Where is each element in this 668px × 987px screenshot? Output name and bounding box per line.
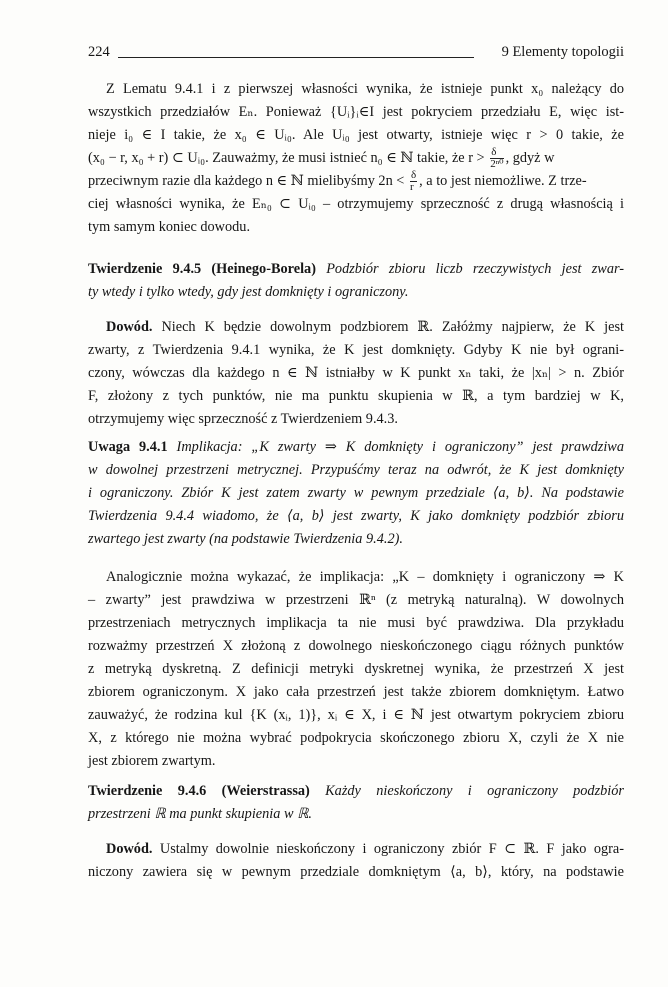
text-segment: przeciwnym razie dla każdego n ∈ ℕ mielibyśmy 2n <	[88, 173, 405, 189]
theorem-weierstrass	[88, 780, 624, 826]
theorem-text: ty wtedy i tylko wtedy, gdy jest domknięty i ograniczony.	[88, 284, 409, 300]
running-header	[88, 44, 624, 64]
text-segment: Niech K będzie dowolnym podzbiorem ℝ. Załóżmy najpierw, że K jest	[152, 319, 624, 335]
header-rule	[118, 57, 474, 58]
text-line: jest zbiorem zwartym.	[88, 753, 216, 769]
text-line: zauważyć, że rodzina kul {K (xᵢ, 1)}, xᵢ ∈ X, i ∈ ℕ jest otwartym pokryciem zbioru	[88, 707, 624, 723]
text-line	[88, 838, 624, 861]
text-segment: , gdyż w	[505, 150, 555, 166]
proof-weierstrass	[88, 838, 624, 884]
text-segment: , a to jest niemożliwe. Z trze-	[419, 173, 587, 189]
text-line	[88, 436, 624, 459]
text-line	[88, 147, 624, 170]
remark-title: Uwaga 9.4.1	[88, 439, 168, 455]
text-line	[88, 780, 624, 803]
text-line: zwartego jest zwarty (na podstawie Twierdzenia 9.4.2).	[88, 531, 403, 547]
text-line	[88, 258, 624, 281]
discrete-metric-paragraph	[88, 566, 624, 773]
text-line: zwarty, z Twierdzenia 9.4.1 wynika, że K jest domknięty. Gdyby K nie był ograni-	[88, 342, 624, 358]
text-line: nieje i₀ ∈ I takie, że x₀ ∈ Uᵢ₀. Ale Uᵢ₀ jest otwarty, istnieje więc r > 0 takie, że	[88, 127, 624, 143]
text-line: wszystkich przedziałów Eₙ. Ponieważ {Uᵢ}ᵢ∈I jest pokryciem przedziału E, więc ist-	[88, 104, 624, 120]
page-number: 224	[88, 44, 110, 60]
text-line: F, złożony z tych punktów, nie ma punktu skupienia w ℝ, a tym bardziej w K,	[88, 388, 624, 404]
text-line: zbiorem ograniczonym. X jako cała przestrzeń jest także zbiorem domkniętym. Łatwo	[88, 684, 624, 700]
text-line: – zwarty” jest prawdziwa w przestrzeni ℝⁿ (z metryką naturalną). W dowolnych	[88, 592, 624, 608]
text-line	[88, 170, 624, 193]
proof-title: Dowód.	[106, 319, 153, 335]
fraction-numerator: δ	[410, 169, 417, 182]
text-line: niczony zawiera się w pewnym przedziale domkniętym ⟨a, b⟩, który, na podstawie	[88, 864, 624, 880]
chapter-title: 9 Elementy topologii	[501, 44, 624, 60]
text-segment: Ustalmy dowolnie nieskończony i ograniczony zbiór F ⊂ ℝ. F jako ogra-	[152, 841, 624, 857]
proof-continuation-paragraph	[88, 78, 624, 239]
proof-heine-borel	[88, 316, 624, 431]
theorem-text: przestrzeni ℝ ma punkt skupienia w ℝ.	[88, 806, 312, 822]
text-line: X, z którego nie można wybrać podpokrycia skończonego zbioru X, czyli że X nie	[88, 730, 624, 746]
fraction-numerator: δ	[490, 147, 503, 159]
theorem-text: Każdy nieskończony i ograniczony podzbiór	[309, 783, 624, 799]
text-line	[88, 316, 624, 339]
text-line: otrzymujemy więc sprzeczność z Twierdzeniem 9.4.3.	[88, 411, 398, 427]
text-line: przestrzeniach metrycznych implikacja ta nie musi być prawdziwa. Dla przykładu	[88, 615, 624, 631]
fraction-denominator: 2ⁿ⁰	[490, 158, 504, 171]
theorem-title: Twierdzenie 9.4.5 (Heinego-Borela)	[88, 261, 316, 277]
fraction	[410, 170, 417, 193]
text-segment: (x₀ − r, x₀ + r) ⊂ Uᵢ₀. Zauważmy, że musi istnieć n₀ ∈ ℕ takie, że r >	[88, 150, 485, 166]
text-line: Analogicznie można wykazać, że implikacja: „K – domknięty i ograniczony ⇒ K	[106, 569, 624, 585]
text-line: rozważmy przestrzeń X złożoną z dowolnego nieskończonego ciągu różnych punktów	[88, 638, 624, 654]
text-line: Z Lematu 9.4.1 i z pierwszej własności wynika, że istnieje punkt x₀ należący do	[106, 81, 624, 97]
text-line: z metryką dyskretną. Z definicji metryki dyskretnej wynika, że przestrzeń X jest	[88, 661, 624, 677]
fraction-denominator: r	[409, 181, 414, 194]
remark-text: Implikacja: „K zwarty ⇒ K domknięty i ograniczony” jest prawdziwa	[167, 439, 624, 455]
text-line: Twierdzenia 9.4.4 wiadomo, że ⟨a, b⟩ jest zwarty, K jako domknięty podzbiór zbioru	[88, 508, 624, 524]
text-line: tym samym koniec dowodu.	[88, 219, 251, 235]
text-line: w dowolnej przestrzeni metrycznej. Przypuśćmy teraz na odwrót, że K jest domknięty	[88, 462, 624, 478]
text-line: czony, wówczas dla każdego n ∈ ℕ istniałby w K punkt xₙ taki, że |xₙ| > n. Zbiór	[88, 365, 624, 381]
fraction	[490, 147, 503, 170]
proof-title: Dowód.	[106, 841, 153, 857]
text-line: ciej własności wynika, że Eₙ₀ ⊂ Uᵢ₀ – otrzymujemy sprzeczność z drugą własnością i	[88, 196, 624, 212]
theorem-heine-borel	[88, 258, 624, 304]
text-line: i ograniczony. Zbiór K jest zatem zwarty w pewnym przedziale ⟨a, b⟩. Na podstawie	[88, 485, 624, 501]
theorem-title: Twierdzenie 9.4.6 (Weierstrassa)	[88, 783, 310, 799]
theorem-text: Podzbiór zbioru liczb rzeczywistych jest zwar-	[315, 261, 625, 277]
remark-9-4-1	[88, 436, 624, 551]
